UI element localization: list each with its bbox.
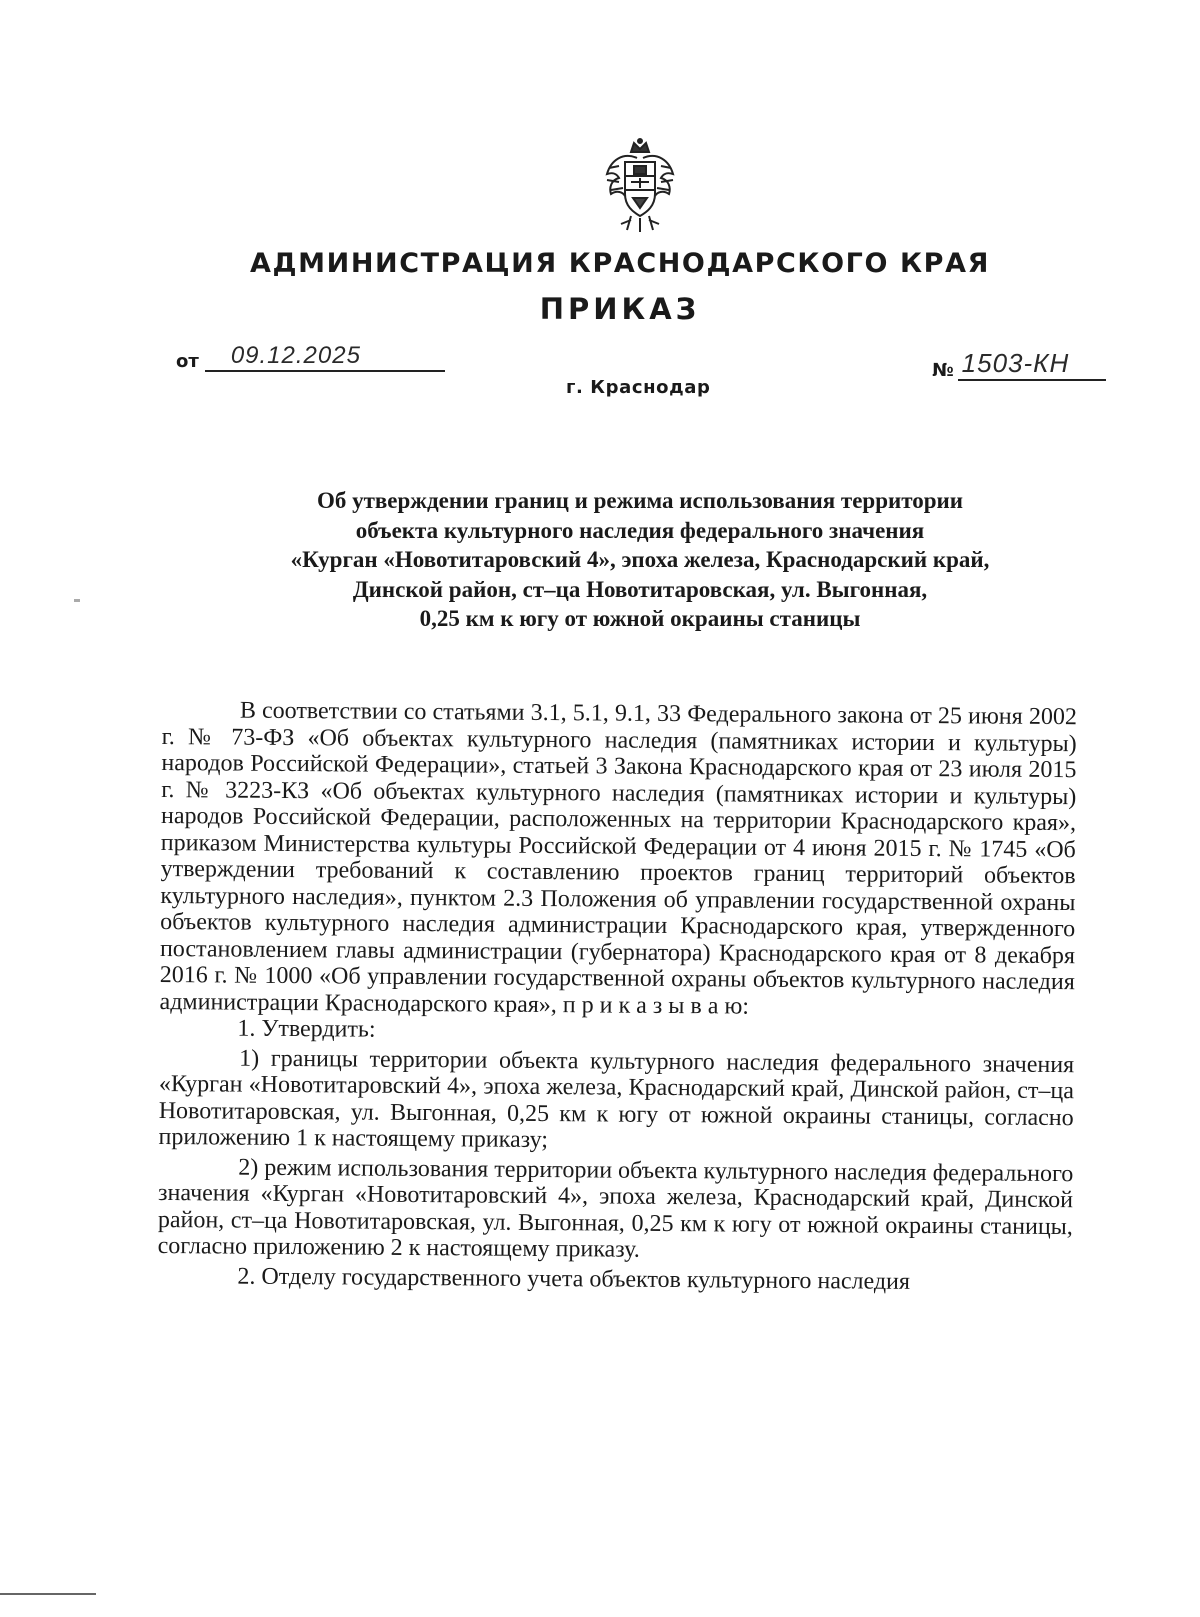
preamble-paragraph: В соответствии со статьями 3.1, 5.1, 9.1, 33 Федерального закона от 25 июня 2002 г. № 73-ФЗ «Об объектах культурного наследия (памятниках истории и культуры) народов Российской Федерации», статьей 3 Закона Краснодарского края от 23 июля 2015 г. № 3223-КЗ «Об объектах культурного наследия (памятниках истории и культуры) народов Российской Федерации, расположенных на территории Краснодарского края», приказом Министерства культуры Российской Федерации от 4 июня 2015 г. № 1745 «Об утверждении требований к составлению проектов границ территорий объектов культурного наследия», пунктом 2.3 Положения об управлении государственной охраны объектов культурного наследия администрации Краснодарского края, утвержденного постановлением главы администрации (губернатора) Краснодарского края от 8 декабря 2016 г. № 1000 «Об управлении государственной охраны объектов культурного наследия администрации Краснодарского края», п р и к а з ы в а ю:: [159, 697, 1077, 1020]
number-underline: [958, 348, 1106, 381]
number-field: [932, 348, 1106, 381]
document-body: [157, 697, 1077, 1296]
organization-name: АДМИНИСТРАЦИЯ КРАСНОДАРСКОГО КРАЯ: [250, 248, 990, 279]
document-type: ПРИКАЗ: [539, 292, 701, 326]
title-line: 0,25 км к югу от южной окраины станицы: [419, 606, 861, 631]
item-1-1-paragraph: 1) границы территории объекта культурного наследия федерального значения «Курган «Новотитаровский 4», эпоха железа, Краснодарский край, Динской район, ст–ца Новотитаровская, ул. Выгонная, 0,25 км к югу от южной окраины станицы, согласно приложению 1 к настоящему приказу;: [158, 1045, 1075, 1154]
title-line: объекта культурного наследия федерального значения: [355, 517, 925, 543]
date-underline: [205, 342, 445, 372]
title-line: Об утверждении границ и режима использования территории: [316, 488, 964, 513]
number-prefix: №: [932, 360, 954, 381]
date-prefix: от: [176, 351, 199, 372]
handwritten-number: 1503-КН: [961, 348, 1070, 378]
scan-speck: [74, 599, 80, 602]
handwritten-date: 09.12.2025: [230, 342, 361, 369]
document-title: [140, 486, 1140, 634]
title-line: «Курган «Новотитаровский 4», эпоха железа, Краснодарский край,: [290, 547, 990, 572]
footer-rule: [0, 1593, 96, 1595]
item-2-paragraph: 2. Отделу государственного учета объектов культурного наследия: [237, 1263, 911, 1295]
item-1-2-paragraph: 2) режим использования территории объекта культурного наследия федерального значения «Курган «Новотитаровский 4», эпоха железа, Краснодарский край, Динской район, ст–ца Новотитаровская, ул. Выгонная, 0,25 км к югу от южной окраины станицы, согласно приложению 2 к настоящему приказу.: [157, 1154, 1074, 1263]
title-line: Динской район, ст–ца Новотитаровская, ул. Выгонная,: [352, 576, 928, 602]
item-1-paragraph: 1. Утвердить:: [237, 1015, 376, 1043]
city: г. Краснодар: [566, 377, 711, 398]
krasnodar-coat-of-arms-icon: [601, 138, 679, 234]
date-field: [176, 342, 445, 372]
